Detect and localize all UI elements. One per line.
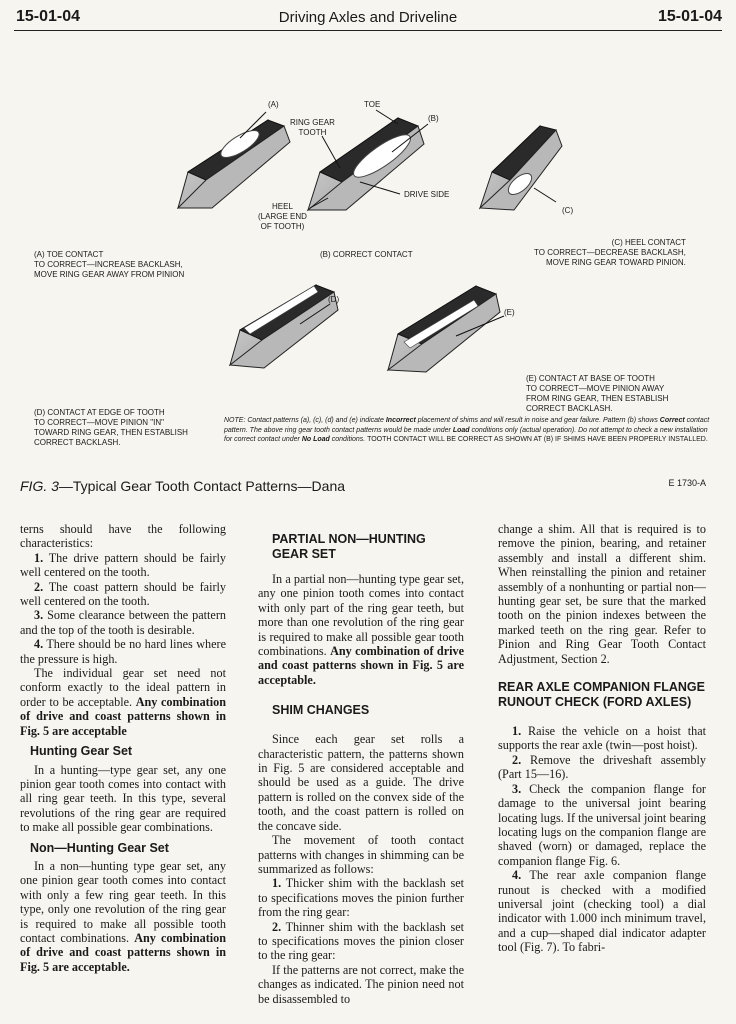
list-item: 3. Check the companion flange for damage to the universal joint bearing locating lugs. If the universal joint bearing locating lugs on the companion flange are shaved (worn) or damaged, replace the companion flange Fig. 6. [498,781,706,868]
list-item: 1. Thicker shim with the backlash set to specifications moves the pinion further from the ring gear: [258,876,464,920]
list-item: 4. There should be no hard lines where the pressure is high. [20,637,226,666]
label-c: (C) [562,206,574,215]
figure-title [20,478,345,494]
list-item: 2. Remove the driveshaft assembly (Part 15—16). [498,752,706,782]
label-d: (D) [328,295,340,304]
running-title: Driving Axles and Driveline [278,9,458,26]
heading-companion-flange-runout: REAR AXLE COMPANION FLANGE RUNOUT CHECK (FORD AXLES) [498,680,705,710]
column-3 [498,522,706,955]
tooth-e [388,286,500,372]
heading-partial-non-hunting: PARTIAL NON—HUNTING GEAR SET [272,532,426,561]
label-e: (E) [504,308,515,317]
note-text-2: placement of shims and will result in noise and gear failure. Pattern (b) shows [415,417,660,424]
caption-a: (A) TOE CONTACT TO CORRECT—INCREASE BACKLASH, MOVE RING GEAR AWAY FROM PINION [34,250,185,279]
figure-note [224,416,714,445]
tooth-a [178,120,290,208]
heading-non-hunting-gear-set: Non—Hunting Gear Set [30,840,169,855]
label-drive-side: DRIVE SIDE [404,190,450,199]
figure-code: E 1730-A [668,478,706,488]
note-bold-1: Incorrect [385,417,416,424]
page-number-left: 15-01-04 [16,8,81,25]
label-ring-gear-tooth: RING GEAR TOOTH [290,118,335,137]
list-item: 3. Some clearance between the pattern and the top of the tooth is desirable. [20,608,226,637]
label-heel: HEEL (LARGE END OF TOOTH) [258,202,307,231]
paragraph: terns should have the following characteristics: [20,522,226,551]
paragraph: In a hunting—type gear set, any one pinion gear tooth comes into contact with all ring gear teeth. In this type, several revolutions of the ring gear are required to make all possible gear combinations. [20,762,226,835]
label-toe: TOE [364,100,381,109]
paragraph: Since each gear set rolls a characteristic pattern, the patterns shown in Fig. 5 are considered acceptable and should be used as a guide. The drive pattern is rolled on the convex side of the tooth, and the coast pattern is rolled on the concave side. [258,732,464,833]
paragraph: In a non—hunting type gear set, any one pinion gear tooth comes into contact with only a few ring gear teeth. In this type, only one revolution of the ring gear is required to make all possible tooth contact combinations. Any combination of drive and coast patterns shown in Fig. 5 are acceptable. [20,858,227,974]
note-bold-3: Load [452,426,470,434]
heading-hunting-gear-set: Hunting Gear Set [30,744,133,759]
paragraph: change a shim. All that is required is to remove the pinion, bearing, and retainer assembly and install a different shim. When reinstalling the pinion and retainer assembly of a nonhunting or partial non—hunting gear set, be sure that the marked tooth on the pinion indexes between the marked teeth on the ring gear. Refer to Pinion and Ring Gear Tooth Contact Adjustment, Section 2. [498,522,706,666]
list-item: 2. Thinner shim with the backlash set to specifications moves the pinion closer to the ring gear: [258,919,464,963]
caption-c: (C) HEEL CONTACT TO CORRECT—DECREASE BACKLASH, MOVE RING GEAR TOWARD PINION. [534,238,686,267]
label-b: (B) [428,114,439,123]
list-item: 2. The coast pattern should be fairly well centered on the tooth. [20,579,226,609]
note-text-4: conditions only (actual operation). Do not attempt to check a new installation for correct contact under [224,426,708,443]
list-item: 4. The rear axle companion flange runout is checked with a modified universal joint (checking tool) a dial indicator with 1.000 inch minimum travel, and a cup—shaped dial indicator adapter tool (Fig. 7). To fabri- [498,868,706,955]
list-item: 1. Raise the vehicle on a hoist that supports the rear axle (twin—post hoist). [498,724,706,753]
paragraph: If the patterns are not correct, make the changes as indicated. The pinion need not be disassembled to [258,962,464,1006]
column-1 [20,522,226,974]
list-item: 1. The drive pattern should be fairly well centered on the tooth. [20,550,226,580]
page-number-right: 15-01-04 [657,8,722,25]
paragraph: The movement of tooth contact patterns with changes in shimming can be summarized as follows: [258,833,464,876]
column-2 [258,522,464,1006]
tooth-d [230,285,338,368]
note-bold-4: No Load [301,436,330,443]
figure-title-text: —Typical Gear Tooth Contact Patterns—Dana [58,478,346,494]
note-label: NOTE: [224,417,246,424]
caption-d: (D) CONTACT AT EDGE OF TOOTH TO CORRECT—MOVE PINION "IN" TOWARD RING GEAR, THEN ESTABLISH CORRECT BACKLASH. [34,408,188,447]
note-text-1: Contact patterns (a), (c), (d) and (e) indicate [247,417,386,424]
label-a: (A) [268,100,279,109]
paragraph: In a partial non—hunting type gear set, any one pinion tooth comes into contact with only part of the ring gear teeth, but more than one revolution of the ring gear is required to make all possible gear tooth combinations. Any combination of drive and coast patterns shown in Fig. 5 are acceptable. [258,572,464,687]
caption-e: (E) CONTACT AT BASE OF TOOTH TO CORRECT—MOVE PINION AWAY FROM RING GEAR, THEN ESTABLISH CORRECT BACKLASH. [526,374,669,413]
heading-shim-changes: SHIM CHANGES [272,703,370,718]
figure-number: FIG. 3 [20,478,59,494]
note-upper: TOOTH CONTACT WILL BE CORRECT AS SHOWN AT (B) IF SHIMS HAVE BEEN PROPERLY INSTALLED. [365,436,708,443]
header-rule [14,30,722,31]
gear-tooth-figure [0,90,736,470]
caption-b: (B) CORRECT CONTACT [320,250,413,259]
paragraph: The individual gear set need not conform exactly to the ideal pattern in order to be acceptable. Any combination of drive and coast patterns shown in Fig. 5 are acceptable [20,666,226,738]
note-text-3: contact pattern. The above ring gear tooth contact patterns would be made under [224,417,710,434]
note-bold-2: Correct [659,417,685,424]
note-text-5: conditions. [329,436,366,443]
